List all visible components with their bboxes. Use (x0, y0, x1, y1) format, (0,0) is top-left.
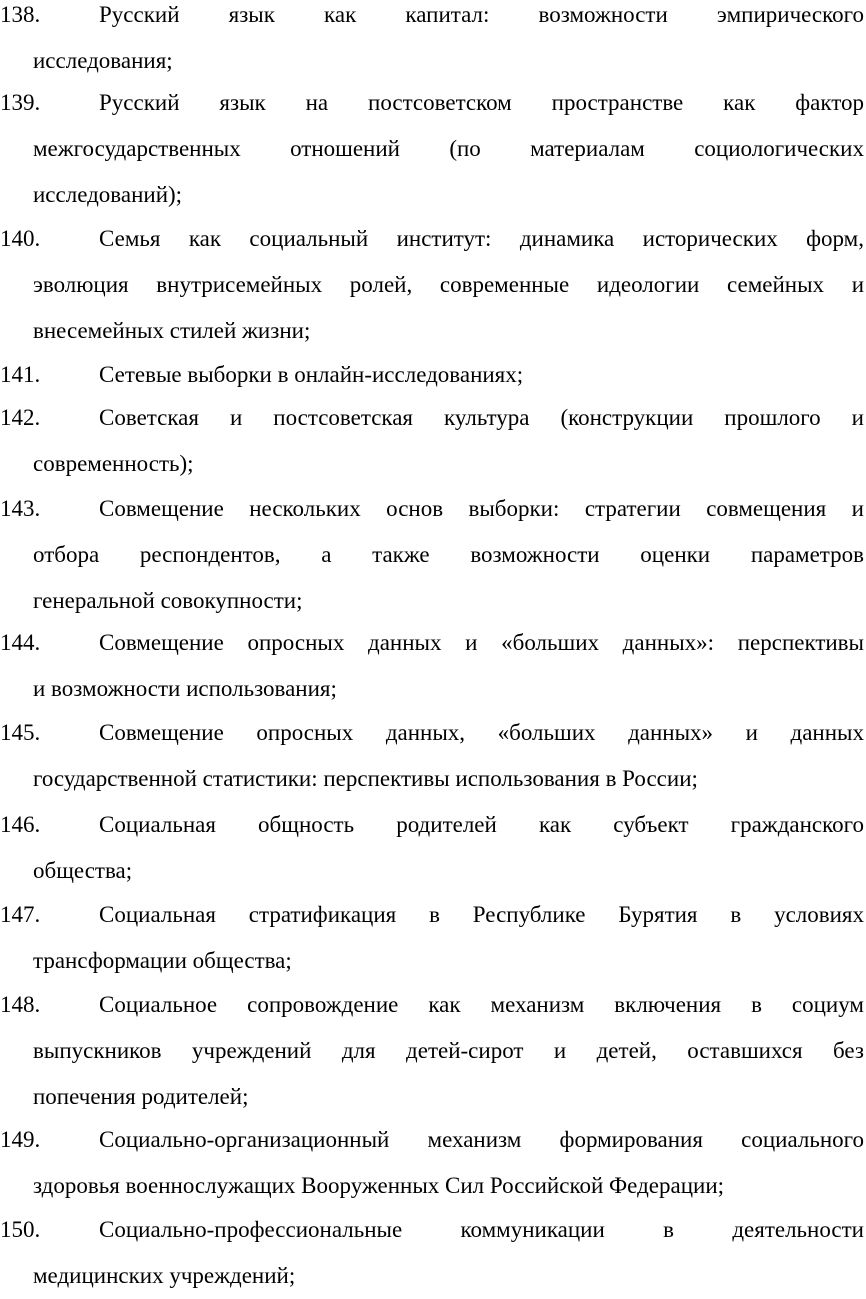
item-text-line: попечения родителей; (33, 1084, 249, 1109)
item-text-line: Совмещение нескольких основ выборки: стратегии совмещения и (99, 496, 864, 521)
item-text-line: внесемейных стилей жизни; (33, 318, 311, 343)
item-number: 140. (0, 226, 41, 251)
item-text-line: и возможности использования; (33, 676, 337, 701)
item-text-line: Социально-профессиональные коммуникации в деятельности (99, 1217, 864, 1242)
item-text-line: медицинских учреждений; (33, 1263, 296, 1288)
item-text-line: Социальное сопровождение как механизм включения в социум (99, 992, 864, 1017)
item-text-line: исследования; (33, 48, 173, 73)
item-text-line: Русский язык как капитал: возможности эмпирического (99, 2, 864, 27)
item-text-line: Семья как социальный институт: динамика исторических форм, (99, 226, 864, 251)
item-text-line: межгосударственных отношений (по материалам социологических (33, 136, 864, 161)
item-number: 143. (0, 496, 41, 521)
item-number: 146. (0, 812, 41, 837)
item-text-line: Сетевые выборки в онлайн-исследованиях; (99, 362, 524, 387)
item-text-line: Социальная общность родителей как субъект гражданского (99, 812, 864, 837)
item-text-line: Социально-организационный механизм формирования социального (99, 1127, 864, 1152)
item-text-line: государственной статистики: перспективы использования в России; (33, 766, 698, 791)
item-text-line: Русский язык на постсоветском пространстве как фактор (99, 90, 864, 115)
item-text-line: Социальная стратификация в Республике Бурятия в условиях (99, 902, 864, 927)
item-text-line: общества; (33, 858, 133, 883)
item-text-line: выпускников учреждений для детей-сирот и детей, оставшихся без (33, 1038, 864, 1063)
item-text-line: генеральной совокупности; (33, 588, 303, 613)
item-number: 147. (0, 902, 41, 927)
item-number: 142. (0, 405, 41, 430)
item-text-line: Совмещение опросных данных и «больших данных»: перспективы (99, 630, 864, 655)
item-text-line: трансформации общества; (33, 948, 292, 973)
item-text-line: отбора респондентов, а также возможности оценки параметров (33, 542, 864, 567)
item-number: 150. (0, 1217, 41, 1242)
item-number: 138. (0, 2, 41, 27)
item-text-line: исследований); (33, 182, 183, 207)
item-text-line: Совмещение опросных данных, «больших данных» и данных (99, 720, 864, 745)
item-number: 148. (0, 992, 41, 1017)
item-number: 141. (0, 362, 41, 387)
item-number: 149. (0, 1127, 41, 1152)
item-number: 139. (0, 90, 41, 115)
item-text-line: современность); (33, 451, 194, 476)
item-number: 144. (0, 630, 41, 655)
item-text-line: Советская и постсоветская культура (конструкции прошлого и (99, 405, 864, 430)
item-number: 145. (0, 720, 41, 745)
item-text-line: здоровья военнослужащих Вооруженных Сил Российской Федерации; (33, 1173, 725, 1198)
item-text-line: эволюция внутрисемейных ролей, современные идеологии семейных и (33, 272, 864, 297)
